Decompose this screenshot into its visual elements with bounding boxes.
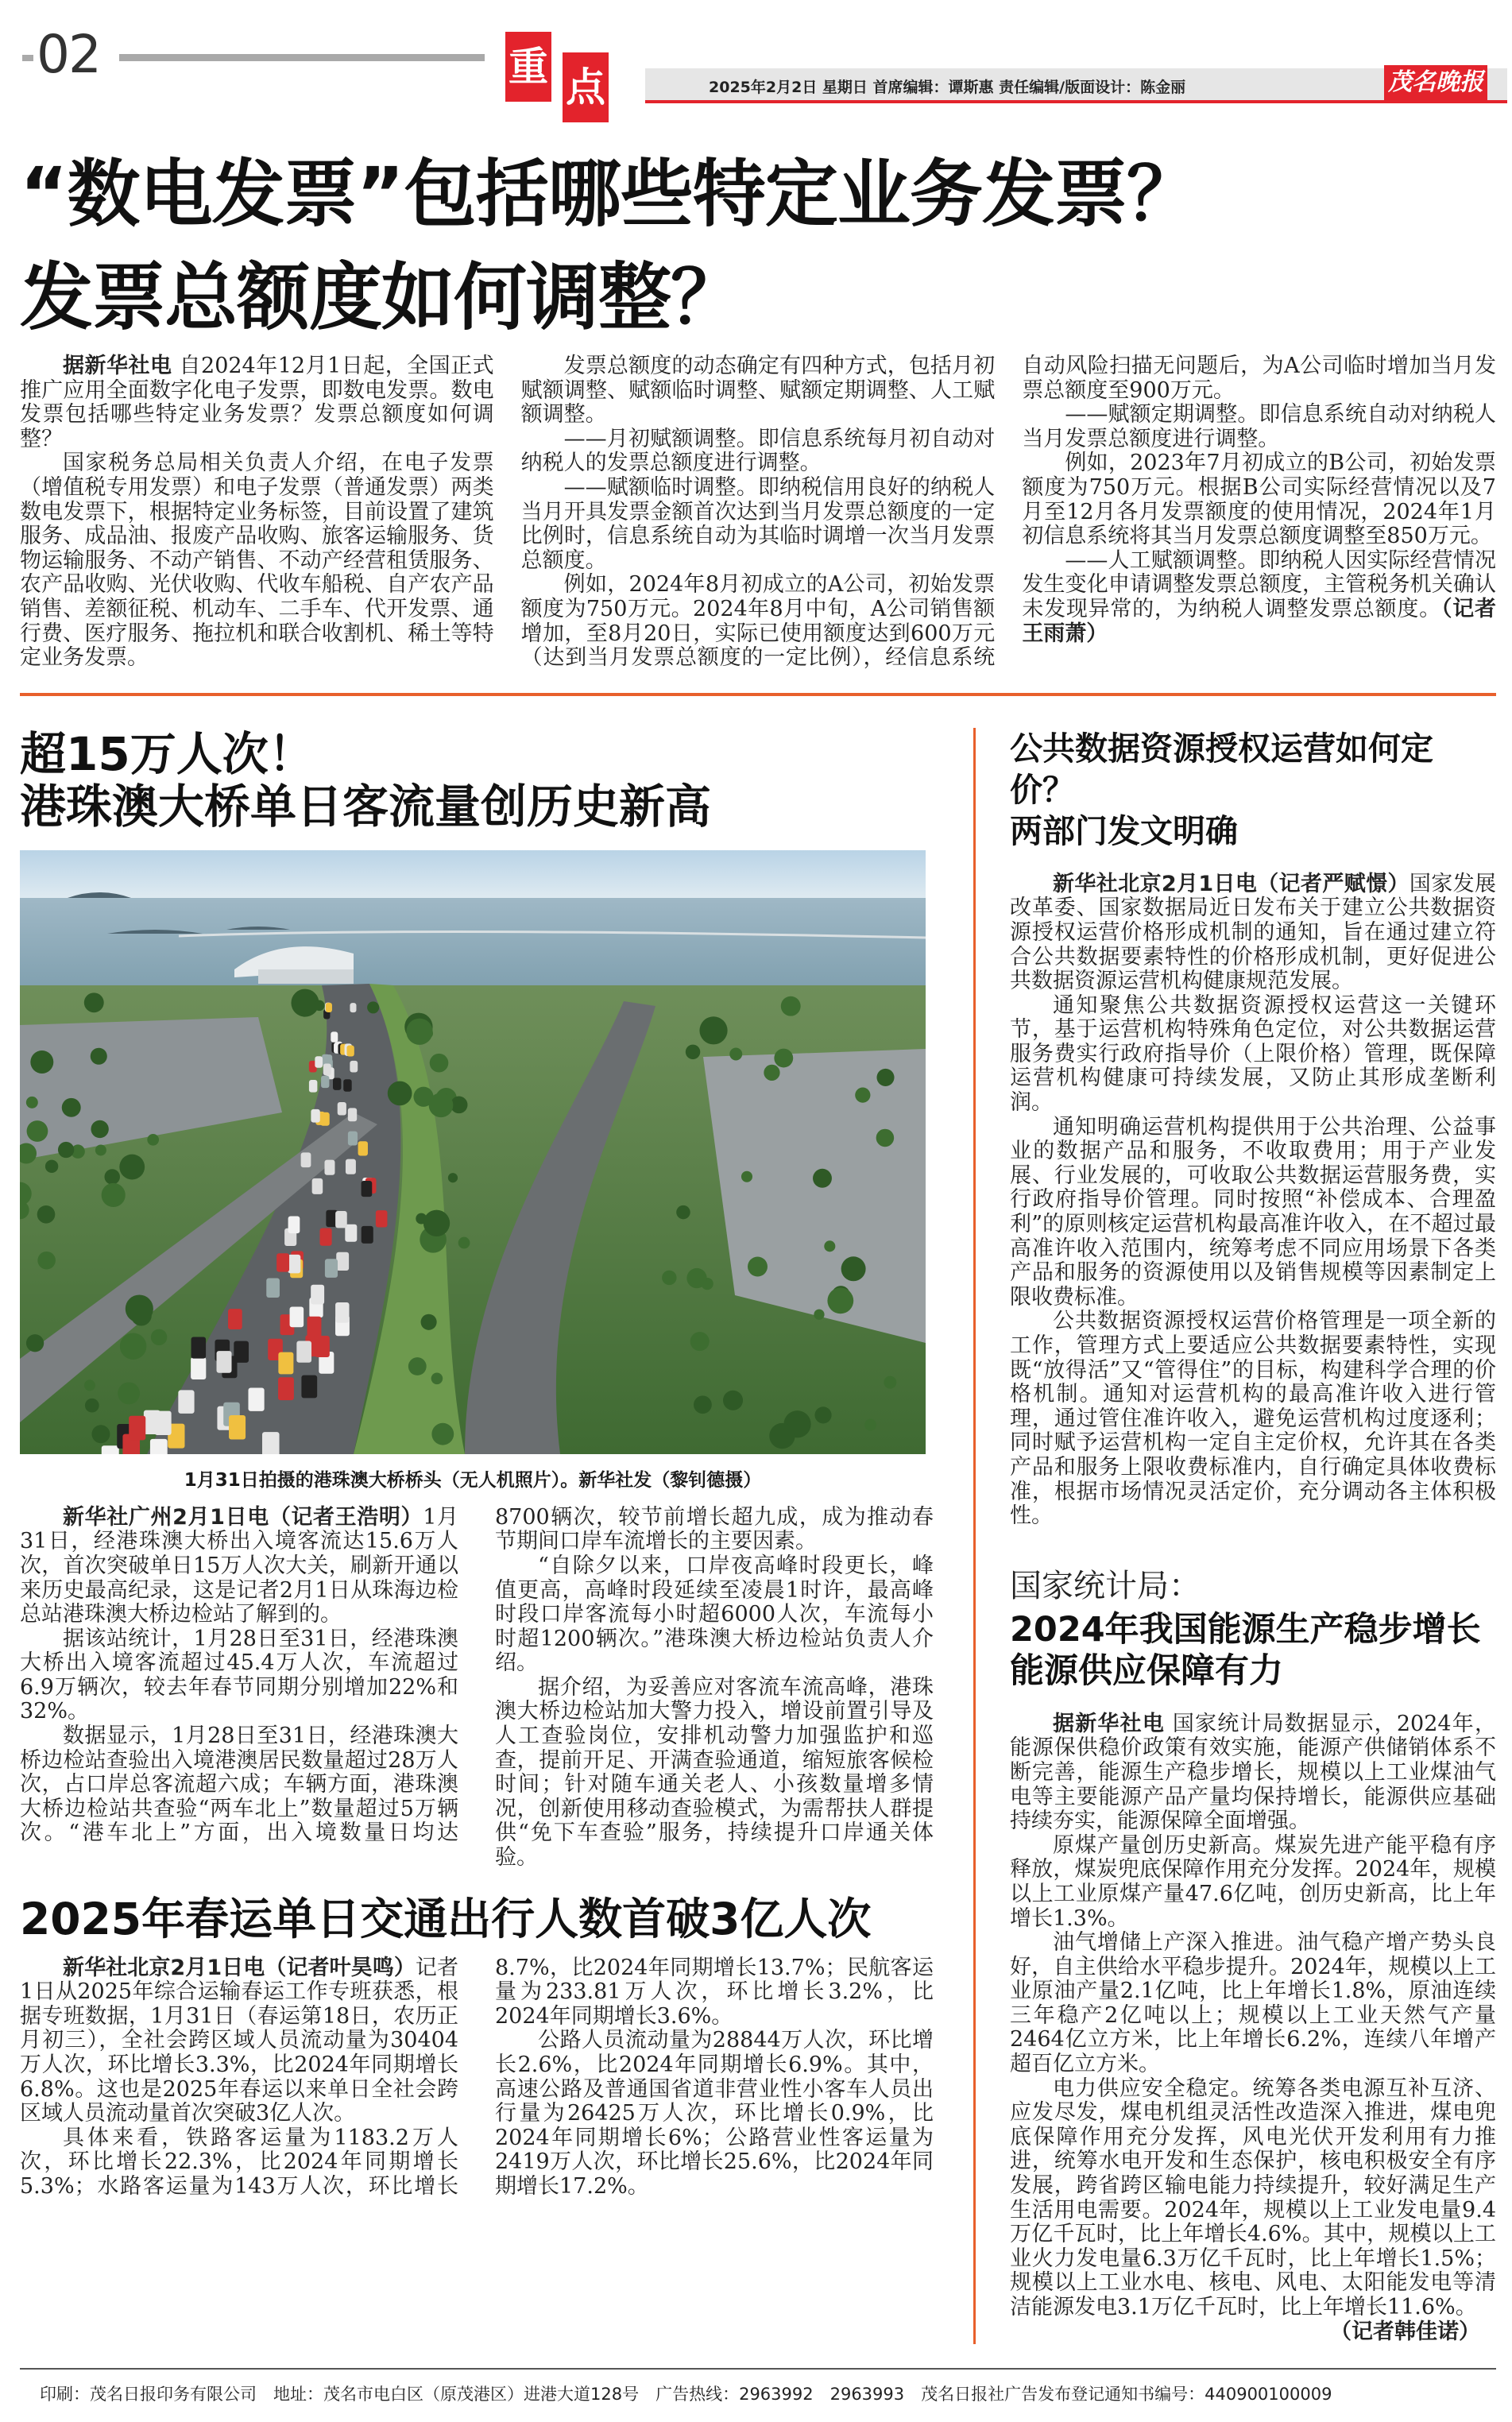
car [325,1259,338,1278]
tree [314,1000,324,1010]
tree [91,1425,110,1443]
tree [458,1236,470,1248]
tree [813,1169,832,1188]
paragraph-text: 油气增储上产深入推进。油气稳产增产势头良好，自主供给水平稳步提升。2024年，规模以上工业原油产量2.1亿吨，比上年增长1.8%，原油连续三年稳产2亿吨以上；规模以上工业天然气产量2464亿立方米，比上年增长6.2%，连续八年增产超百亿立方米。 [1010,1930,1496,2077]
paragraph-text: 公路人员流动量为28844万人次，环比增长2.6%，比2024年同期增长6.9%。其中，高速公路及普通国省道非营业性小客车人员出行量为26425万人次，环比增长0.9%，比2024年同期增长6%；公路营业性客运量为2419万人次，环比增长25.6%，比2024年同期增长17.2%。 [495,2028,934,2199]
paragraph-text: 1月31日，经港珠澳大桥出入境客流达15.6万人次，首次突破单日15万人次大关，刷新开通以来历史最高纪录，这是记者2月1日从珠海边检总站港珠澳大桥边检站了解到的。 [20,1504,458,1627]
car [129,1415,145,1440]
paragraph [495,1554,934,1676]
paragraph-text: “自除夕以来，口岸夜高峰时段更长，峰值更高，高峰时段延续至凌晨1时许，最高峰时段口岸客流每小时超6000人次，车流每小时超1200辆次。”港珠澳大桥边检站负责人介绍。 [495,1553,934,1676]
tree [686,1268,706,1288]
tree [367,1001,379,1013]
bridge-aerial-photo [20,850,926,1454]
car [288,1255,300,1273]
tree [84,992,104,1012]
car [345,1224,357,1241]
tree [408,1357,427,1375]
car [150,1439,168,1454]
tree [774,1048,793,1067]
page-number: 02 [22,24,100,85]
headline-line: 港珠澳大桥单日客流量创历史新高 [20,779,712,834]
tree [694,1395,712,1414]
tree [84,1379,95,1391]
car [338,1102,346,1116]
tree [814,1309,824,1319]
paragraph-text: 国家统计局数据显示，2024年，能源保供稳价政策有效实施，能源产供储销体系不断完善，能源生产稳步增长，规模以上工业煤油气电等主要能源产品产量均保持增长，能源供应基础持续夯实，能源保障全面增强。 [1010,1711,1497,1834]
tree [85,1399,99,1413]
car [348,1108,357,1121]
tree [37,1205,56,1224]
tree [741,1170,752,1182]
sky [20,850,926,906]
tree [748,1256,768,1276]
tree [147,1134,159,1146]
paragraph-text: ——赋额定期调整。即信息系统自动对纳税人当月发票总额度进行调整。 [1022,402,1496,451]
tree [686,1044,700,1058]
tree [30,1050,53,1074]
photo-caption: 1月31日拍摄的港珠澳大桥桥头（无人机照片）。新华社发（黎钊德摄） [184,1469,762,1491]
sea [20,898,926,993]
section-divider [20,693,1496,696]
paragraph-text: 原煤产量创历史新高。煤炭先进产能平稳有序释放，煤炭兜底保障作用充分发挥。2024年，规模以上工业原煤产量47.6亿吨，创历史新高，比上年增长1.3%。 [1010,1832,1496,1931]
paragraph [20,451,494,670]
tree [876,1128,895,1147]
tree [876,1069,894,1086]
car [288,1216,300,1233]
newspaper-logo: 茂名晚报 [1384,65,1487,100]
car [217,1351,232,1373]
car [336,1252,349,1270]
paragraph [1010,872,1496,994]
car [335,1211,347,1228]
paragraph-text: 通知明确运营机构提供用于公共治理、公益事业的数据产品和服务，不收取费用；用于产业发展、行业发展的，可收取公共数据运营服务费，实行政府指导价管理。同时按照“补偿成本、合理盈利”的原则核定运营机构最高准许收入，在不超过最高准许收入范围内，统筹考虑不同应用场景下各类产品和服务的资源使用以及销售规模等因素制定上限收费标准。 [1010,1114,1496,1310]
paragraph [1010,1310,1496,1528]
paragraph [1010,2077,1496,2320]
tree [827,1287,853,1314]
dateline: 新华社北京2月1日电（记者叶昊鸣） [63,1955,416,1980]
lead-article-body [20,354,1496,671]
bridge-article-body [20,1506,934,1871]
tree [429,1093,454,1117]
car [155,1410,172,1434]
headline-line: 两部门发文明确 [1010,811,1238,850]
energy-kicker: 国家统计局： [1010,1567,1201,1604]
paragraph-text: ——赋额临时调整。即纳税信用良好的纳税人当月开具发票金额首次达到当月发票总额度的一定比例时，信息系统自动为其临时调增一次当月发票总额度。 [520,474,996,573]
paragraph [521,476,996,573]
car [178,1390,194,1413]
tree [95,1144,106,1155]
tree [62,1098,81,1117]
car [307,1317,322,1337]
paragraph [1022,549,1496,646]
car [319,1228,331,1245]
tree [781,996,801,1016]
car [346,1159,356,1174]
paragraph [495,1676,934,1871]
car [228,1309,242,1329]
paragraph-text: ——月初赋额调整。即信息系统每月初自动对纳税人的发票总额度进行调整。 [520,426,996,476]
paragraph [20,354,494,451]
paragraph [1022,451,1496,548]
tree [91,1120,108,1137]
tree [824,1240,835,1252]
tree [814,1406,831,1423]
car [320,1112,329,1126]
toll-booths [258,969,354,984]
tree [430,1054,449,1073]
tree [448,1173,458,1182]
paragraph-text: 记者1日从2025年综合运输春运工作专班获悉，根据专班数据，1月31日（春运第18日，农历正月初三），全社会跨区域人员流动量为30404万人次，环比增长3.3%，比2024年同期增长6.8%。这也是2025年春运以来单日全社会跨区域人员流动量首次突破3亿人次。 [20,1955,459,2126]
car [229,1415,246,1440]
dateline: 新华社广州2月1日电（记者王浩明） [63,1504,423,1530]
bridge-headline [20,728,957,833]
left-column [20,728,957,2344]
tree [729,1047,742,1060]
tree [102,1183,126,1207]
section-label-char-2: 点 [563,52,609,122]
dateline: 据新华社电 [63,354,172,378]
paragraph-text: 据该站统计，1月28日至31日，经港珠澳大桥出入境客流超过45.4万人次，车流超过6.9万辆次，较去年春节同期分别增加22%和32%。 [20,1626,458,1724]
paragraph-text: 国家发展改革委、国家数据局近日发布关于建立公共数据资源授权运营价格形成机制的通知，旨在通过建立符合公共数据要素特性的价格形成机制，更好促进公共数据资源运营机构健康规范发展。 [1010,871,1497,994]
tree [58,1142,74,1158]
tree [431,1422,454,1445]
car [311,1284,324,1304]
tree [723,1390,743,1410]
paragraph [1022,403,1496,451]
car [350,1003,356,1012]
paragraph-text: 据介绍，为妥善应对客流车流高峰，港珠澳大桥边检站加大警力投入，增设前置引导及人工查验岗位，安排机动警力加强监护和巡查，提前开足、开满查验通道，缩短旅客候检时间；针对随车通关老人、小孩数量增多情况，创新使用移动查验模式，为需帮扶人群提供“免下车查验”服务，持续提升口岸通关体验。 [495,1674,934,1871]
tree [864,1418,876,1430]
paragraph-text: 自2024年12月1日起，全国正式推广应用全面数字化电子发票，即数电发票。数电发票包括哪些特定业务发票？发票总额度如何调整？ [20,354,494,451]
paragraph-text: 例如，2023年7月初成立的B公司，初始发票额度为750万元。根据B公司实际经营情况以及7月至12月各月发票额度的使用情况，2024年1月初信息系统将其当月发票总额度调整至850万元。 [1022,451,1496,549]
tree [26,1334,44,1352]
tree [120,1333,147,1360]
issue-info: 2025年2月2日 星期日 首席编辑：谭斯惠 责任编辑/版面设计：陈金丽 [709,79,1186,96]
tree [91,1047,107,1064]
car [309,1080,317,1093]
tree [841,1256,866,1281]
car [102,1445,119,1454]
car [191,1357,206,1379]
paragraph-text: 国家税务总局相关负责人介绍，在电子发票（增值税专用发票）和电子发票（普通发票）两类数电发票下，根据特定业务标签，目前设置了建筑服务、成品油、报废产品收购、旅客运输服务、货物运输服务、不动产销售、不动产经营租赁服务、农产品收购、光伏收购、代收车船税、自产农产品销售、差额征税、机动车、二手车、代开发票、通行费、医疗服务、拖拉机和联合收割机、稀土等特定业务发票。 [20,451,494,671]
car [278,1377,294,1400]
car [333,1078,341,1089]
car [343,1079,351,1092]
paragraph [1010,994,1496,1116]
car [362,1226,373,1244]
tree [769,1423,795,1449]
data-pricing-article-body [1010,872,1496,1529]
paragraph [521,354,996,428]
car [276,1253,289,1271]
paragraph-text: 数据显示，1月28日至31日，经港珠澳大桥边检站查验出入境港澳居民数量超过28万人次，占口岸总客流超六成；车辆方面，港珠澳大桥边检站共查验“两车北上”数量超过5万辆次。“港车北上”方面，出入境数量日均达8700辆次，较节前增长超九成，成为推动春节期间口岸车流增长的主要因素。 [20,1504,934,1846]
tree [151,1329,167,1344]
tree [27,1120,48,1142]
car [191,1337,207,1358]
headline-line: 能源供应保障有力 [1010,1650,1283,1691]
car [321,1075,329,1087]
energy-article-body [1010,1712,1496,2344]
car [358,1141,368,1155]
tree [388,1081,412,1105]
car [326,1003,332,1012]
paragraph [1010,1116,1496,1310]
car [335,1302,349,1323]
headline-line: 发票总额度如何调整？ [20,255,744,340]
tree [126,1294,153,1322]
car [301,1375,317,1398]
headline-line: 超15万人次！ [20,726,315,781]
tree [45,1159,58,1172]
paragraph-text: 发票总额度的动态确定有四种方式，包括月初赋额调整、赋额临时调整、赋额定期调整、人工赋额调整。 [520,354,996,428]
paragraph-text: ——人工赋额调整。即纳税人因实际经营情况发生变化申请调整发票总额度，主管税务机关确认未发现异常的，为纳税人调整发票总额度。 [1022,547,1496,621]
lower-section [20,728,1496,2344]
lead-headline [20,143,1496,350]
footer-divider [20,2368,1496,2370]
paragraph [1010,1834,1496,1931]
car [278,1352,293,1374]
car [296,1341,311,1362]
byline: （记者韩佳诺） [1330,2319,1480,2344]
car [301,1152,311,1167]
byline: （记者王雨萧） [1022,596,1496,646]
car [315,1336,330,1357]
dateline: 新华社北京2月1日电（记者严赋憬） [1053,871,1410,896]
tree [37,1252,56,1270]
paragraph [20,1627,458,1724]
paragraph [20,1956,458,2126]
tree [764,1064,779,1080]
tree [699,1016,727,1044]
car [348,1131,358,1145]
tree [406,1018,432,1044]
tree [676,1205,690,1220]
headline-line: “数电发票”包括哪些特定业务发票？ [20,152,1199,237]
car [311,1109,319,1123]
headline-line: 2024年我国能源生产稳步增长 [1010,1609,1481,1650]
tree [421,1314,437,1329]
data-pricing-headline [1010,728,1496,852]
paragraph-text: 通知聚焦公共数据资源授权运营这一关键环节，基于运营机构特殊角色定位，对公共数据运营服务费实行政府指导价（上限价格）管理，既保障运营机构健康可持续发展，又防止其形成垄断利润。 [1010,992,1496,1116]
tree [884,1375,896,1388]
car [350,1061,358,1073]
car [312,1178,323,1194]
spring-travel-headline: 2025年春运单日交通出行人数首破3亿人次 [20,1893,872,1944]
car [262,1432,280,1454]
car [323,1063,331,1075]
paragraph [521,428,996,476]
car [324,1159,334,1174]
paragraph-text: 公共数据资源授权运营价格管理是一项全新的工作，管理方式上要适应公共数据要素特性，实现既“放得活”又“管得住”的目标，构建科学合理的价格机制。通知对运营机构的最高准许收入进行管理，通过管住准许收入，避免运营机构过度逐利；同时赋予运营机构一定自主定价权，允许其在各类产品和服务上限收费标准内，自行确定具体收费标准，根据市场情况灵活定价，充分调动各主体积极性。 [1010,1309,1496,1529]
footer-imprint: 印刷：茂名日报印务有限公司 地址：茂名市电白区（原茂港区）进港大道128号 广告热线：2963992 2963993 茂名日报社广告发布登记通知书编号：440900100009 [40,2385,1332,2405]
car [248,1387,264,1410]
tree [104,1169,119,1184]
car [346,1045,354,1056]
paragraph [20,1506,458,1627]
paragraph-text: 例如，2024年8月初成立的A公司，初始发票额度为750万元。2024年8月中旬，A公司销售额增加，至8月20日，实际已使用额度达到600万元（达到当月发票总额度的一定比例），经信息系统自动风险扫描无问题后，为A公司临时增加当月发票总额度至900万元。 [520,354,1496,671]
tree [431,1372,443,1384]
car [362,1181,373,1197]
paragraph-text: 电力供应安全稳定。统筹各类电源互补互济、应发尽发，煤电机组灵活性改造深入推进，煤电兜底保障作用充分发挥，风电光伏开发利用有力推进，统筹水电开发和生态保护，核电积极安全有序发展，跨省跨区输电能力持续提升，较好满足生产生活用电需要。2024年，规模以上工业发电量9.4万亿千瓦时，比上年增长4.6%。其中，规模以上工业火力发电量6.3万亿千瓦时，比上年增长1.5%；规模以上工业水电、核电、风电、太阳能发电等清洁能源发电3.1万亿千瓦时，比上年增长11.6%。 [1010,2076,1496,2319]
tree [26,1097,38,1108]
tree [690,1332,710,1351]
tree [118,1382,140,1404]
paragraph-text: 具体来看，铁路客运量为1183.2万人次，环比增长22.3%，比2024年同期增长5.3%；水路客运量为143万人次，环比增长8.7%，比2024年同期增长13.7%；民航客运量为233.81万人次，环比增长3.2%，比2024年同期增长3.6%。 [20,1955,934,2199]
car [234,1341,249,1362]
tree [662,1270,676,1284]
paragraph [1010,1931,1496,2077]
headline-line: 公共数据资源授权运营如何定价？ [1010,729,1433,809]
energy-headline [1010,1609,1496,1692]
tree [855,1087,870,1102]
right-column [973,728,1496,2344]
car [315,1056,323,1067]
dateline: 据新华社电 [1053,1711,1166,1736]
car [376,1210,388,1227]
tree [423,1209,450,1236]
car [331,1031,338,1042]
car [266,1278,280,1297]
section-label-char-1: 重 [505,32,551,102]
paragraph [495,2029,934,2199]
spring-travel-article-body [20,1956,934,2200]
car [290,1306,304,1327]
paragraph [1010,1712,1496,1834]
tree [119,1154,145,1179]
